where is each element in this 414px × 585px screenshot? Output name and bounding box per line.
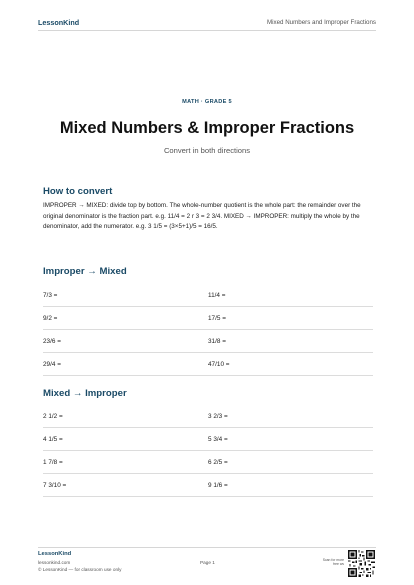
problem-row <box>43 405 373 428</box>
problem-row <box>43 474 373 497</box>
footer-copyright: © LessonKind — for classroom use only <box>38 567 122 572</box>
page-title: Mixed Numbers & Improper Fractions <box>59 119 355 137</box>
header-brand: LessonKind <box>38 17 80 27</box>
subject-kicker: MATH · GRADE 5 <box>182 99 232 105</box>
problem-cell: 6 2/5 = <box>208 458 228 466</box>
problem-cell: 9/2 = <box>43 314 58 322</box>
problem-cell: 7 3/10 = <box>43 481 67 489</box>
problem-cell: 2 1/2 = <box>43 412 63 420</box>
problem-cell: 7/3 = <box>43 291 58 299</box>
problem-row <box>43 284 373 307</box>
problem-cell: 3 2/3 = <box>208 412 228 420</box>
problem-cell: 11/4 = <box>208 291 226 299</box>
improper-to-mixed-grid <box>43 284 373 376</box>
problem-row <box>43 451 373 474</box>
problem-row <box>43 330 373 353</box>
footer-brand: LessonKind <box>38 551 72 557</box>
problem-cell: 29/4 = <box>43 360 61 368</box>
how-to-instructions: IMPROPER → MIXED: divide top by bottom. The whole-number quotient is the whole part: the remainder over the original denominator is the fraction part. e.g. 11/4 = 2 r 3 = 2 3/4. MIXED → IMPROPER: multiply the whole by the denominator, add the numerator. e.g. 3 1/5 = (3×5+1)/5 = 16/5. <box>43 202 361 231</box>
footer-site: lessonkind.com <box>38 560 71 565</box>
problem-row <box>43 307 373 330</box>
page-header <box>38 16 376 28</box>
mixed-to-improper-grid <box>43 405 373 497</box>
header-divider <box>38 30 376 31</box>
problem-cell: 31/8 = <box>208 337 226 345</box>
problem-cell: 17/5 = <box>208 314 226 322</box>
page-number: Page 1 <box>200 560 215 565</box>
problem-cell: 47/10 = <box>208 360 230 368</box>
page-subtitle: Convert in both directions <box>163 146 251 155</box>
how-to-heading: How to convert <box>43 186 113 197</box>
problem-row <box>43 353 373 376</box>
qr-code-icon <box>348 550 375 577</box>
problem-cell: 4 1/5 = <box>43 435 63 443</box>
problem-cell: 23/6 = <box>43 337 61 345</box>
section-mixed-to-improper-heading: Mixed → Improper <box>43 388 127 399</box>
problem-cell: 1 7/8 = <box>43 458 63 466</box>
qr-caption: Scan for more free ws <box>322 558 344 567</box>
footer-divider <box>38 547 376 548</box>
section-improper-to-mixed-heading: Improper → Mixed <box>43 266 127 277</box>
problem-row <box>43 428 373 451</box>
problem-cell: 9 1/6 = <box>208 481 228 489</box>
header-doc-title: Mixed Numbers and Improper Fractions <box>266 18 376 26</box>
problem-cell: 5 3/4 = <box>208 435 228 443</box>
